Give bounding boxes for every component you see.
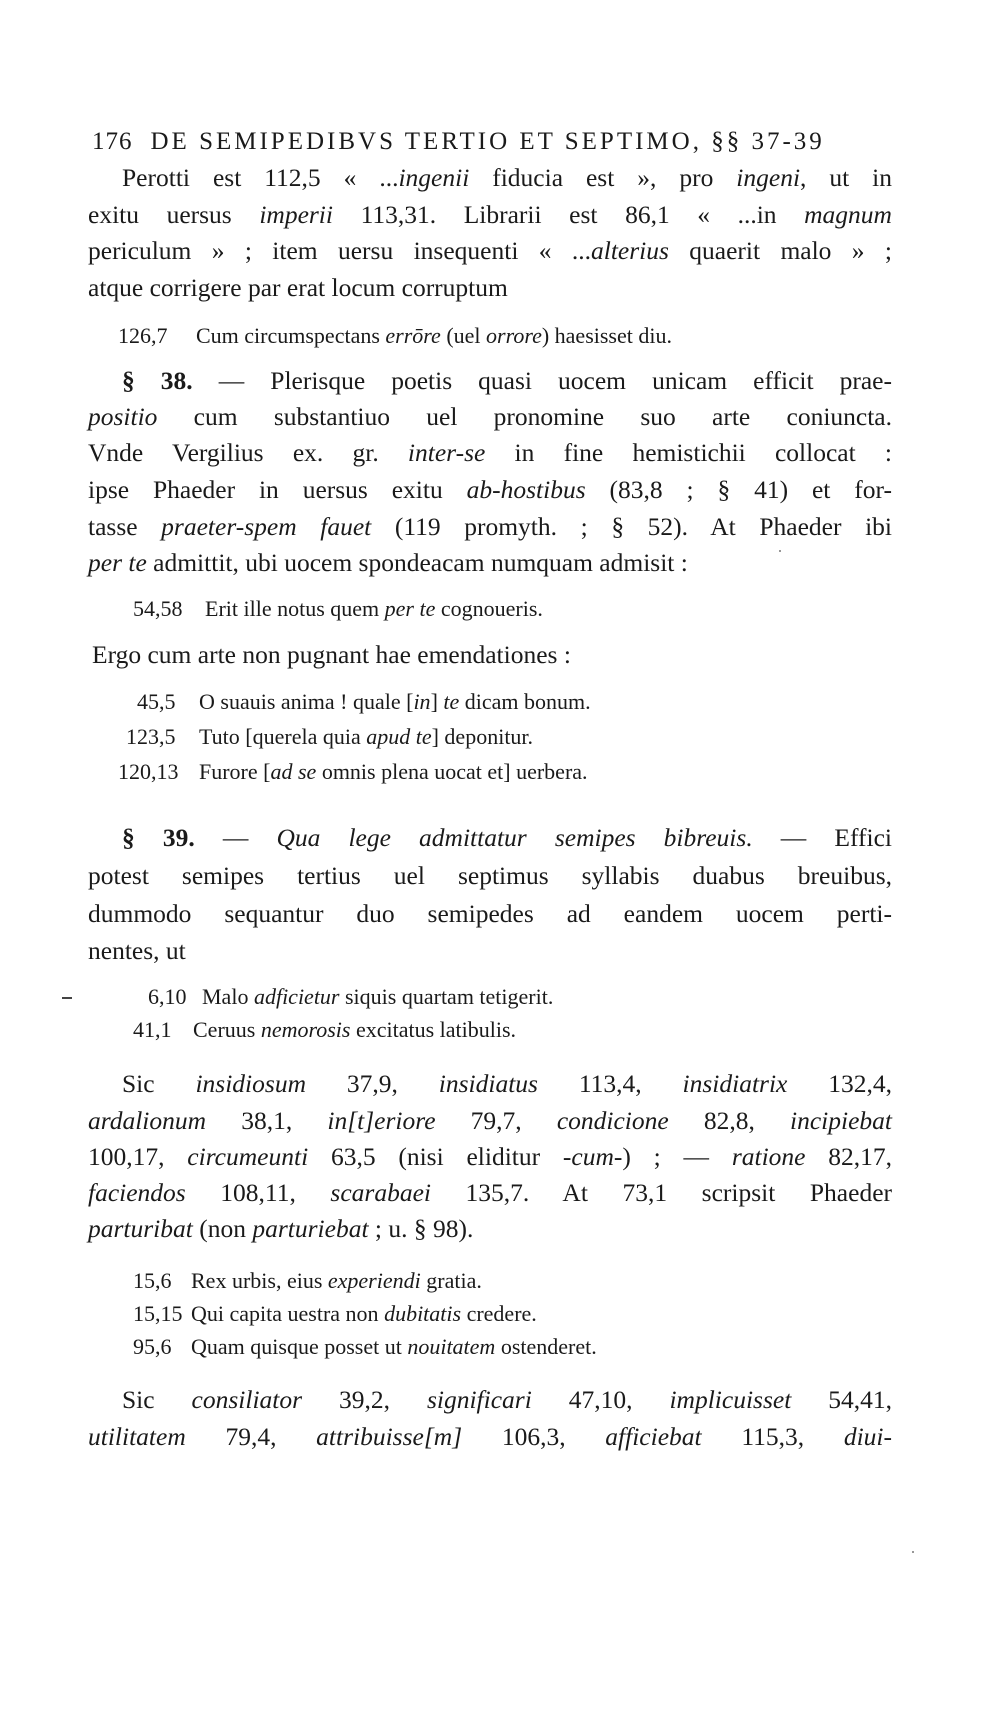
running-header bbox=[92, 128, 916, 156]
text-line: parturibat (non parturiebat ; u. § 98). bbox=[88, 1214, 474, 1243]
text-line: Perotti est 112,5 « ...ingenii fiducia est », pro ingeni, ut in bbox=[122, 163, 892, 192]
text-line: ardalionum 38,1, in[t]eriore 79,7, condicione 82,8, incipiebat bbox=[88, 1106, 892, 1135]
page-number: 176 bbox=[92, 128, 133, 155]
text-line: utilitatem 79,4, attribuisse[m] 106,3, afficiebat 115,3, diui- bbox=[88, 1422, 893, 1451]
margin-mark bbox=[62, 997, 72, 999]
example-line: 41,1 Ceruus nemorosis excitatus latibulis. bbox=[133, 1017, 517, 1042]
scan-speck bbox=[779, 550, 781, 552]
example-line: 15,15 Qui capita uestra non dubitatis credere. bbox=[133, 1301, 537, 1326]
text-line: atque corrigere par erat locum corruptum bbox=[88, 273, 508, 302]
text-line: nentes, ut bbox=[88, 936, 186, 965]
example-line: 120,13 Furore [ad se omnis plena uocat et] uerbera. bbox=[118, 759, 588, 784]
text-line: faciendos 108,11, scarabaei 135,7. At 73,1 scripsit Phaeder bbox=[88, 1178, 892, 1207]
section-number: § 38. bbox=[122, 366, 193, 395]
running-title: DE SEMIPEDIBVS TERTIO ET SEPTIMO, §§ 37-39 bbox=[150, 128, 825, 155]
example-line: 54,58 Erit ille notus quem per te cognoueris. bbox=[133, 596, 543, 621]
text-line: exitu uersus imperii 113,31. Librarii est 86,1 « ...in magnum bbox=[88, 200, 892, 229]
text-line: positio cum substantiuo uel pronomine suo arte coniuncta. bbox=[88, 402, 892, 431]
section-number: § 39. bbox=[122, 823, 195, 852]
section-39-line: § 39. — Qua lege admittatur semipes bibreuis. — Effici bbox=[122, 823, 893, 852]
text-line: Ergo cum arte non pugnant hae emendationes : bbox=[92, 640, 571, 669]
text-line: potest semipes tertius uel septimus syllabis duabus breuibus, bbox=[88, 861, 892, 890]
section-38-line: § 38. — Plerisque poetis quasi uocem unicam efficit prae- bbox=[122, 366, 892, 395]
text-line: per te admittit, ubi uocem spondeacam numquam admisit : bbox=[88, 548, 688, 577]
text-line: dummodo sequantur duo semipedes ad eandem uocem perti- bbox=[88, 899, 892, 928]
scan-speck bbox=[912, 1551, 914, 1553]
text-line: periculum » ; item uersu insequenti « ...alterius quaerit malo » ; bbox=[88, 236, 892, 265]
example-line: 45,5 O suauis anima ! quale [in] te dicam bonum. bbox=[137, 689, 591, 714]
text-line: Sic insidiosum 37,9, insidiatus 113,4, insidiatrix 132,4, bbox=[122, 1069, 893, 1098]
text-line: Vnde Vergilius ex. gr. inter-se in fine hemistichii collocat : bbox=[88, 438, 892, 467]
text-line: 100,17, circumeunti 63,5 (nisi eliditur -cum-) ; — ratione 82,17, bbox=[88, 1142, 893, 1171]
example-line: 6,10 Malo adficietur siquis quartam tetigerit. bbox=[148, 984, 554, 1009]
example-line: 123,5 Tuto [querela quia apud te] deponitur. bbox=[126, 724, 534, 749]
text-line: ipse Phaeder in uersus exitu ab-hostibus (83,8 ; § 41) et for- bbox=[88, 475, 892, 504]
example-line: 15,6 Rex urbis, eius experiendi gratia. bbox=[133, 1268, 482, 1293]
text-line: Sic consiliator 39,2, significari 47,10, implicuisset 54,41, bbox=[122, 1385, 892, 1414]
example-line: 95,6 Quam quisque posset ut nouitatem ostenderet. bbox=[133, 1334, 597, 1359]
example-line: 126,7 Cum circumspectans errōre (uel orrore) haesisset diu. bbox=[118, 323, 672, 348]
text-line: tasse praeter-spem fauet (119 promyth. ; § 52). At Phaeder ibi bbox=[88, 512, 892, 541]
